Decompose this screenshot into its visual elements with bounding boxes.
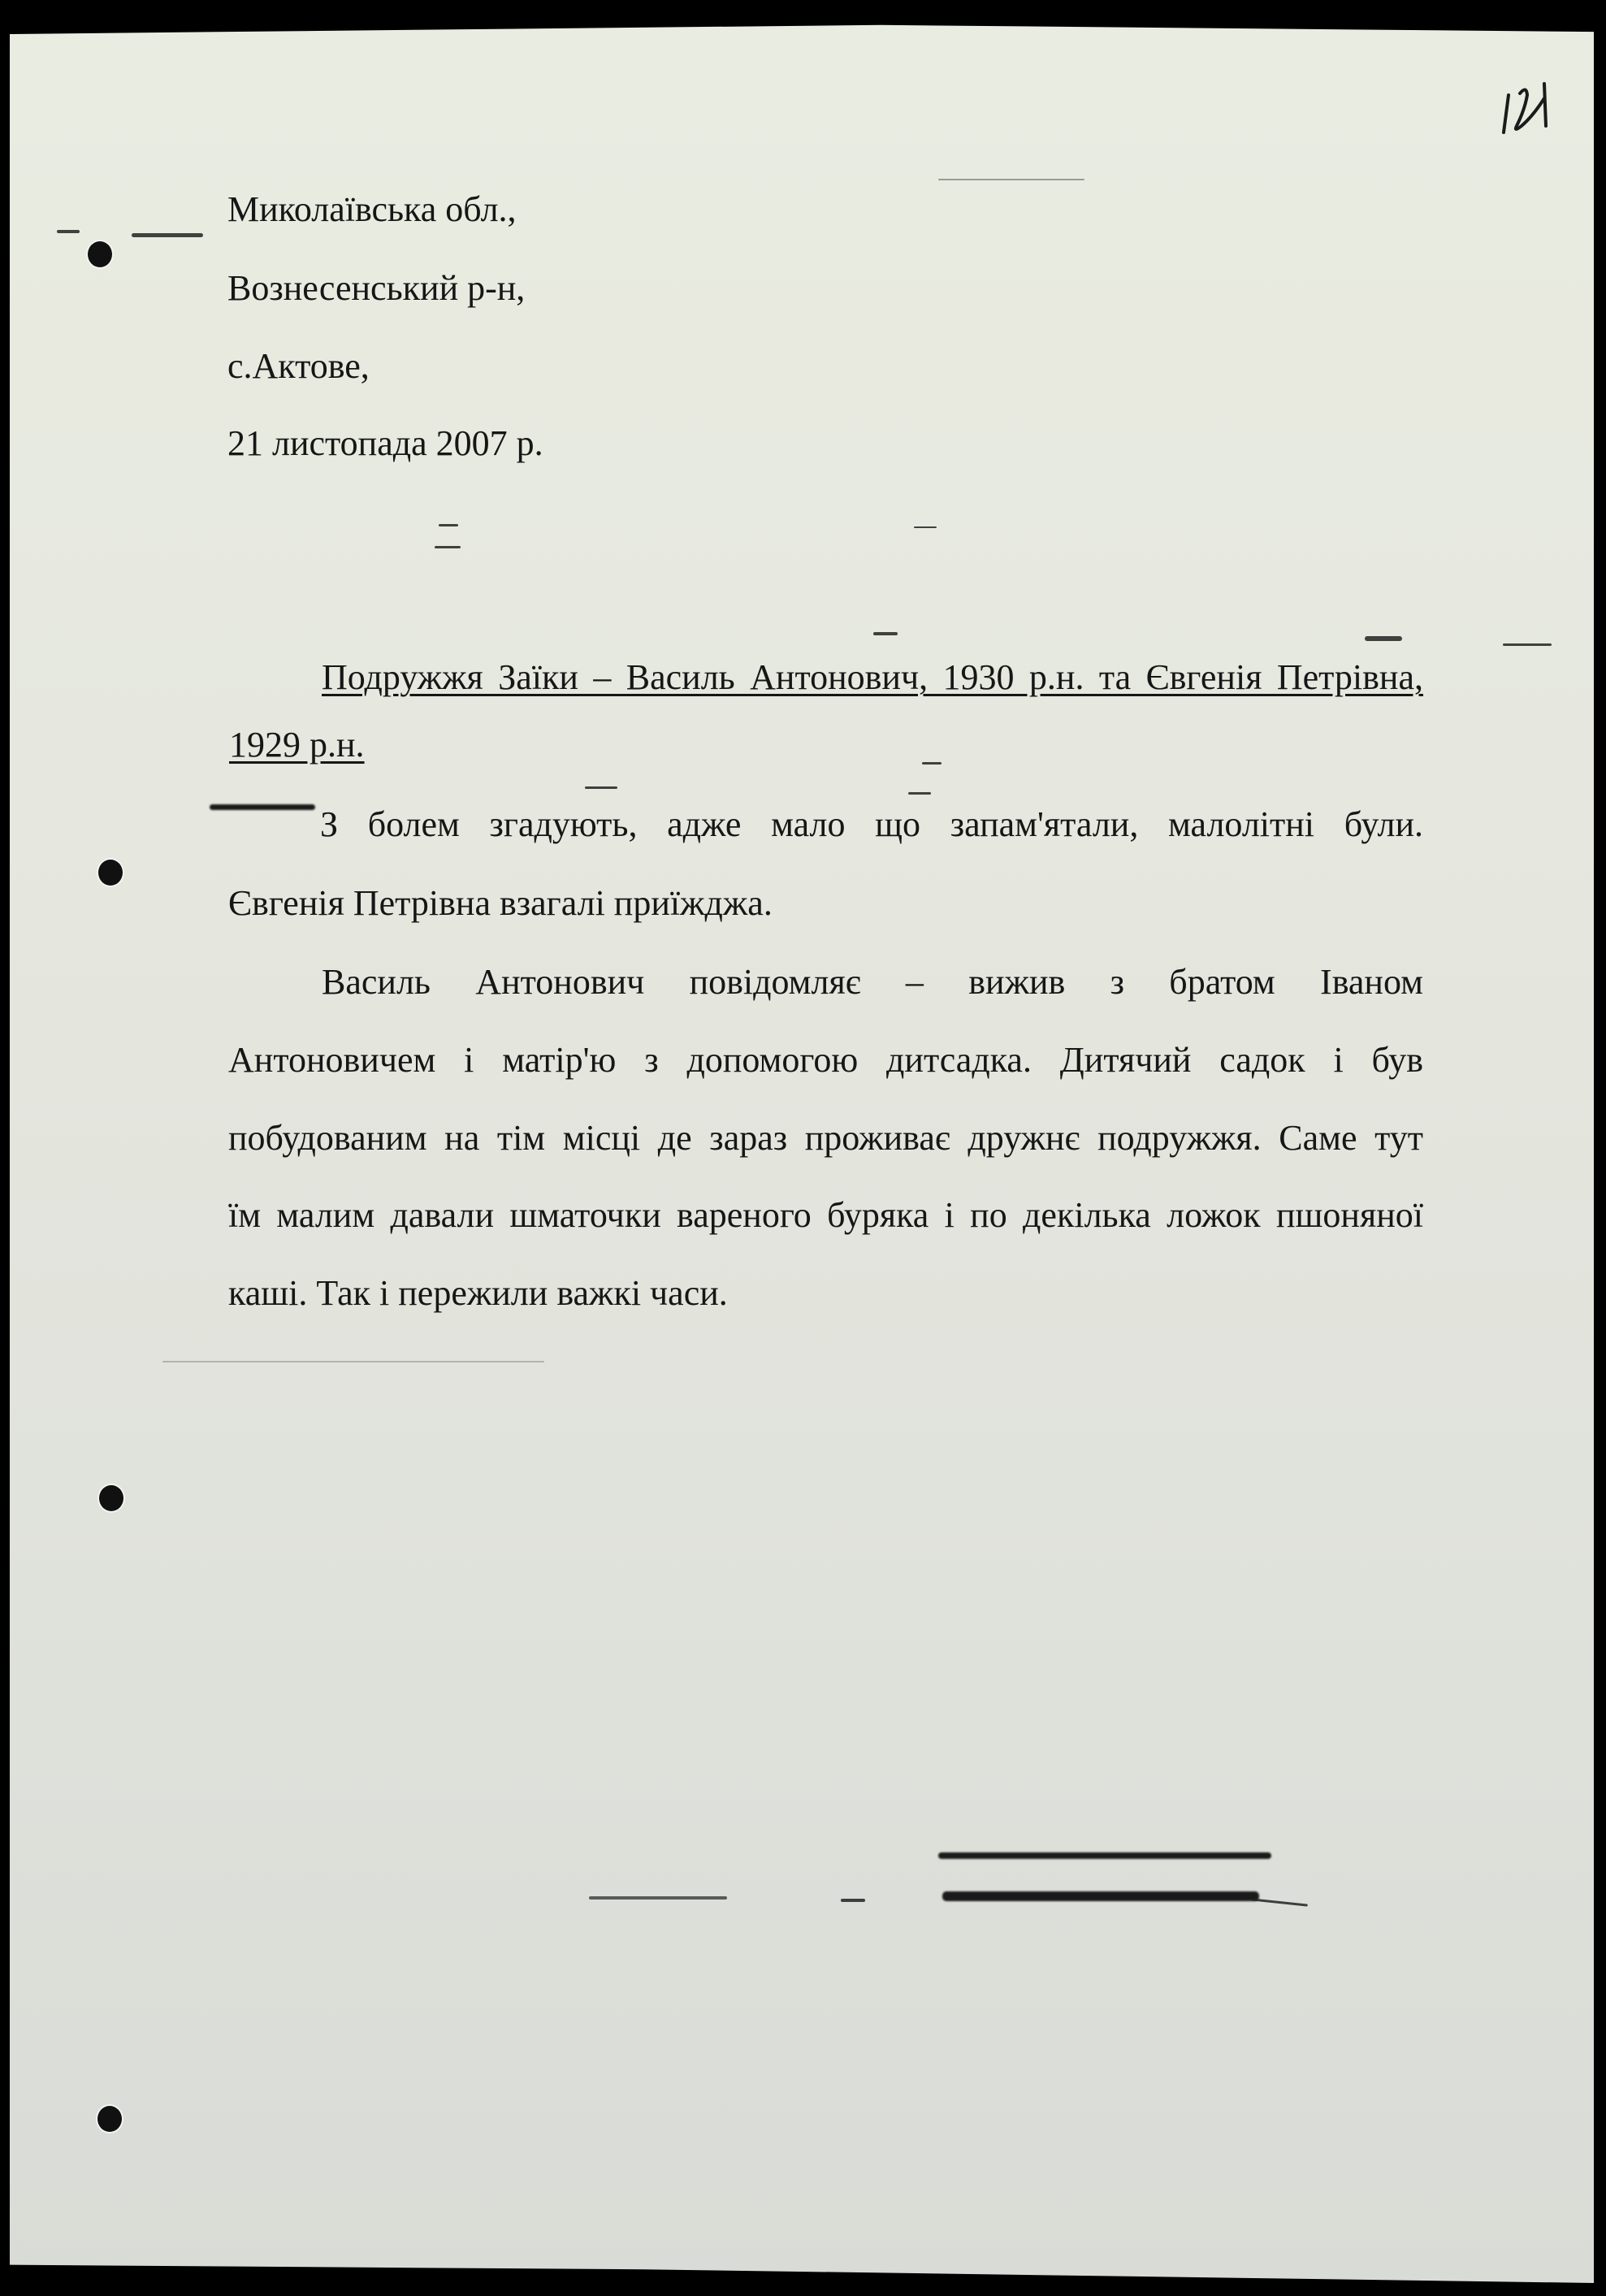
paragraph-2-line-3: побудованим на тім місці де зараз проживає дружнє подружжя. Саме тут [228,1118,1423,1158]
handwritten-page-number [1491,69,1556,134]
scan-mark [162,1361,544,1362]
heading-line-2: 1929 р.н. [229,725,365,765]
scan-mark [589,1896,727,1900]
punch-hole [88,241,112,267]
scan-smear [938,1852,1271,1859]
paragraph-1-line-2: Євгенія Петрівна взагалі приїжджа. [228,883,773,923]
scan-mark [439,524,458,526]
punch-hole [97,2106,122,2132]
paragraph-1-line-1: З болем згадують, адже мало що запам'ятали, малолітні були. [320,804,1423,844]
header-village: с.Актове, [227,346,370,386]
header-district: Вознесенський р-н, [227,268,526,308]
scan-mark [57,230,80,233]
heading-line-1: Подружжя Заїки – Василь Антонович, 1930 р.н. та Євгенія Петрівна, [322,657,1423,697]
scan-mark [922,762,942,765]
scan-mark [1503,643,1552,646]
punch-hole [98,860,123,886]
header-date: 21 листопада 2007 р. [227,423,543,463]
scan-mark [435,546,461,548]
scan-mark [132,233,203,237]
header-region: Миколаївська обл., [227,189,517,229]
paragraph-2-line-1: Василь Антонович повідомляє – вижив з братом Іваном [322,962,1423,1002]
scan-mark [585,786,617,789]
paragraph-2-line-2: Антоновичем і матір'ю з допомогою дитсадка. Дитячий садок і був [228,1040,1423,1080]
scan-mark [1365,636,1402,641]
scan-smear [210,804,315,810]
scan-mark [908,792,931,795]
scan-mark [938,179,1084,180]
punch-hole [99,1485,123,1511]
scan-mark [841,1899,865,1902]
paragraph-2-line-5: каші. Так і пережили важкі часи. [228,1273,728,1313]
scan-mark [914,526,937,528]
paragraph-2-line-4: їм малим давали шматочки вареного буряка і по декілька ложок пшоняної [228,1195,1423,1235]
scan-smear [942,1891,1259,1901]
scan-mark [873,632,898,635]
